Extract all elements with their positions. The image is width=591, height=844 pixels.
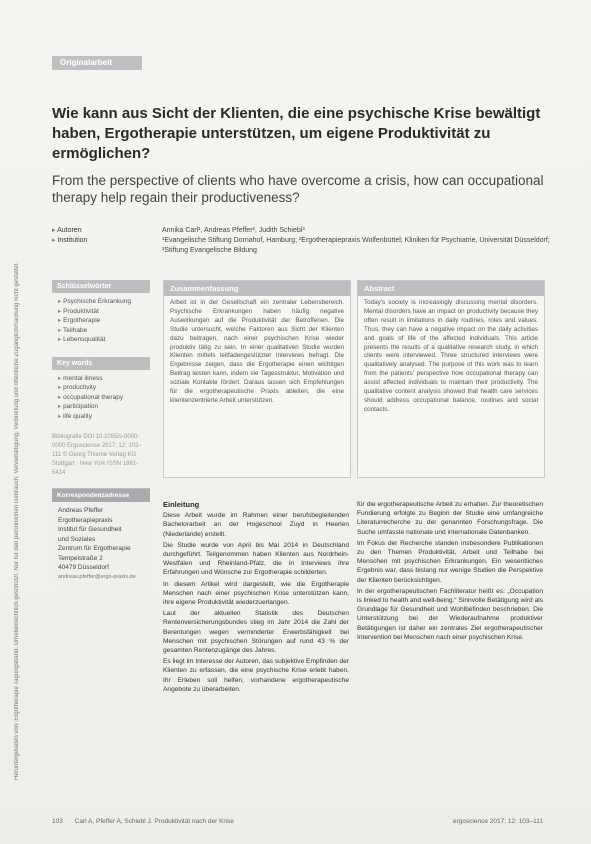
- bibliography-note: Bibliografie DOI 10.1055/s-0000-0000 Ergoscience 2017; 12: 103–111 © Georg Thieme Verlag KG Stuttgart · New York ISSN 1861-5414: [52, 434, 142, 476]
- body-paragraph: Die Studie wurde von April bis Mai 2014 in Deutschland durchgeführt. Teilgenommen haben Klienten aus Nordrhein-Westfalen und Rheinland-Pfalz, die in Interviews ihre Erfahrungen und Wünsche zur Ergotherapie schilderten.: [163, 541, 349, 577]
- abstract-german-header: Zusammenfassung: [164, 281, 350, 296]
- institution-label: ▸ Institution: [52, 236, 162, 256]
- body-paragraph: In der ergotherapeutischen Fachliteratur heißt es: „Occupation is linked to health and well-being.“ Sinnvolle Betätigung wird als Grundlage für Gesundheit und Wohlbefinden beschrieben. Die Unterstützung bei der Wiederaufnahme produktiver Betätigungen ist daher ein zentrales Ziel ergotherapeutischer Intervention bei Menschen nach einer psychischen Krise.: [357, 587, 543, 641]
- address-line: Tempelstraße 2: [58, 554, 103, 562]
- body-paragraph: Im Fokus der Recherche standen insbesondere Publikationen zu den Themen Produktivität, Arbeit und Teilhabe bei Menschen mit psychischen Erkrankungen. Ein wesentliches Ergebnis war, dass bislang nur wenige Studien die Perspektive der Klienten berücksichtigen.: [357, 539, 543, 584]
- email-link[interactable]: andreas.pfeffer@ergo-praxis.de: [58, 573, 136, 580]
- footer-citation: Carl A, Pfeffer A, Schiebl J. Produktivität nach der Krise: [74, 818, 234, 825]
- authors-value: Annika Carl¹, Andreas Pfeffer², Judith Schiebl³: [162, 227, 305, 234]
- keyword-en: ▸ life quality: [58, 412, 150, 422]
- institution-row: [52, 236, 572, 256]
- abstract-english-header: Abstract: [358, 281, 544, 296]
- keyword-en: ▸ mental illness: [58, 374, 150, 384]
- page-number: 103: [52, 818, 63, 825]
- body-paragraph: Diese Arbeit wurde im Rahmen einer berufsbegleitenden Bachelorarbeit an der Hogeschool Zuyd in Heerlen (Niederlande) erstellt.: [163, 512, 349, 538]
- body-paragraph: Es liegt im Interesse der Autoren, das subjektive Empfinden der Klienten zu erfassen, die eine psychische Krise erlebt haben. Ihr Erleben soll helfen, vorhandene ergotherapeutische Angebote zu überarbeiten.: [163, 658, 349, 693]
- footer-left: [52, 818, 244, 825]
- address-line: Ergotherapiepraxis: [58, 516, 113, 524]
- address-line: Zentrum für Ergotherapie: [58, 545, 131, 552]
- address-line: Andreas Pfeffer: [58, 507, 104, 514]
- keyword-en: ▸ productivity: [58, 383, 150, 393]
- article-title-english: From the perspective of clients who have overcome a crisis, how can occupational therapy help regain their productiveness?: [52, 173, 544, 205]
- institution-value: ¹Evangelische Stiftung Dornahof, Hamburg; ²Ergotherapiepraxis Wolfenbüttel; Kliniken für Psychiatrie, Universität Düsseldorf; ³Stiftung Evangelische Bildung: [162, 237, 550, 254]
- keywords-de-header: Schlüsselwörter: [52, 280, 150, 293]
- address-line: 40479 Düsseldorf: [58, 564, 109, 571]
- body-column-left: [163, 500, 349, 696]
- article-title-german: Wie kann aus Sicht der Klienten, die eine psychische Krise bewältigt haben, Ergotherapie unterstützen, um eigene Produktivität zu ermöglichen?: [52, 105, 541, 162]
- page-footer: [52, 818, 543, 825]
- body-paragraph: In diesem Artikel wird dargestellt, wie die Ergotherapie Menschen nach einer psychischen Krise unterstützen kann, ihre eigene Produktivität wiederzuerlangen.: [163, 580, 349, 607]
- correspondence-body: [52, 502, 150, 586]
- section-heading: Einleitung: [163, 500, 200, 509]
- keyword-de: ▸ Lebensqualität: [58, 335, 150, 345]
- authors-row: [52, 226, 572, 236]
- keyword-de: ▸ Produktivität: [58, 307, 150, 317]
- body-paragraph: Laut der aktuellen Statistik des Deutschen Rentenversicherungsbundes stieg im Jahr 2014 die Zahl der Berentungen wegen verminderter Erwerbsfähigkeit bei Menschen mit psychischen Störungen auf rund 43 % der gesamten Rentenzugänge des Jahres.: [163, 610, 349, 655]
- correspondence-box: [52, 488, 150, 586]
- address-line: Institut für Gesundheit: [58, 526, 122, 533]
- abstract-english-text: Today's society is increasingly discussing mental disorders. Mental disorders have an impact on productivity because they often result in limitations in daily routines, roles and values. Thus, they can have a negative impact on the daily activities and goals of life of the affected individuals. This article presents the results of a qualitative research study, in which clients were interviewed. Three structured interviews were qualitatively analysed. The purpose of this work was to learn from the patients' perspective how occupational therapy can assist affected individuals to maintain their productivity. The qualitative content analysis showed that health care services should address occupational balance, routines and social contacts.: [364, 299, 538, 413]
- copyright-side-note: Heruntergeladen von: Ergotherapie Tagungsband. Urheberrechtlich geschützt. Nur für den persönlichen Gebrauch. Vervielfältigung, Verbreitung und öffentliche Zugänglichmachung nicht gestattet.: [14, 261, 20, 780]
- keywords-en-header: Key words: [52, 357, 150, 370]
- body-column-right: [357, 500, 543, 644]
- address-line: und Soziales: [58, 535, 96, 543]
- side-column: [52, 280, 150, 586]
- keywords-en-list: [52, 374, 150, 422]
- authors-label: ▸ Autoren: [52, 226, 162, 236]
- keyword-en: ▸ occupational therapy: [58, 393, 150, 403]
- footer-journal: ergoscience 2017; 12: 103–111: [452, 818, 543, 825]
- keyword-de: ▸ Teilhabe: [58, 326, 150, 336]
- section-tab: Originalarbeit: [52, 56, 142, 70]
- correspondence-header: Korrespondenzadresse: [52, 489, 150, 502]
- keywords-de-list: [52, 297, 150, 345]
- article-meta: [52, 226, 572, 256]
- body-paragraph: für die ergotherapeutische Arbeit zu erhalten. Zur theoretischen Fundierung erfolgte zu Beginn der Studie eine umfangreiche Literaturrecherche zu der genannten Forschungsfrage. Die Suche umfasste nationale und internationale Datenbanken.: [357, 501, 543, 536]
- abstract-english-box: [357, 280, 545, 478]
- keyword-de: ▸ Psychische Erkrankung: [58, 297, 150, 307]
- keyword-en: ▸ participation: [58, 402, 150, 412]
- abstract-german-text: Arbeit ist in der Gesellschaft ein zentraler Lebensbereich. Psychische Erkrankungen haben häufig negative Auswirkungen auf die Produktivität der Betroffenen. Die Studie untersucht, welche Faktoren aus Sicht der Klienten dazu beitragen, nach einer psychischen Krise wieder produktiv tätig zu sein. In einer qualitativen Studie wurden Klienten mittels leitfadengestützter Interviews befragt. Die Ergebnisse zeigen, dass die Ergotherapie einen wichtigen Beitrag leisten kann, indem sie Tagesstruktur, Motivation und soziale Kontakte fördert. Daraus lassen sich Empfehlungen für die ergotherapeutische Praxis ableiten, die eine klientenzentrierte Arbeit unterstützen.: [170, 299, 344, 404]
- keyword-de: ▸ Ergotherapie: [58, 316, 150, 326]
- abstract-german-box: [163, 280, 351, 478]
